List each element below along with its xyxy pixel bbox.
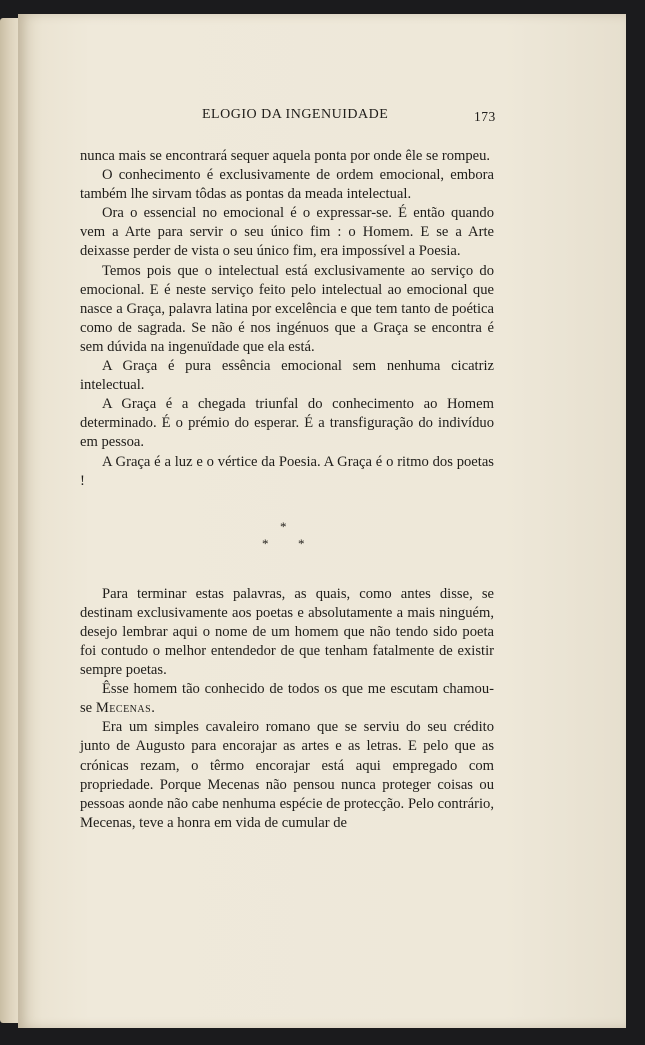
paragraph: A Graça é pura essência emocional sem nenhuma cicatriz intelectual. [80,358,494,394]
paragraph: Ora o essencial no emocional é o expressar-se. É então quando vem a Arte para servir o seu único fim : o Homem. E se a Arte deixasse perder de vista o seu único fim, era impossível a Poesia. [80,205,494,260]
paragraph: Era um simples cavaleiro romano que se serviu do seu crédito junto de Augusto para encorajar as artes e as letras. E pelo que as crónicas rezam, o têrmo encorajar está aqui empregado com propriedade. Porque Mecenas não pensou nunca proteger coisas ou pessoas aonde não cabe nenhuma espécie de protecção. Pelo contrário, Mecenas, teve a honra em vida de cumular de [80,719,494,831]
asterisk: * [280,518,287,534]
book-page [18,14,626,1028]
page-header [18,107,626,131]
paragraph [80,680,494,718]
period: . [151,700,155,717]
paragraph-text: Êsse homem tão conhecido de todos os que me escutam chamou-se [80,681,494,717]
paragraph: Para terminar estas palavras, as quais, como antes disse, se destinam exclusivamente aos poetas e absolutamente a mais ninguém, desejo lembrar aqui o nome de um homem que não tendo sido poeta foi contudo o melhor entendedor de que tenham fatalmente de existir sempre poetas. [80,585,494,679]
asterisk: * [298,535,305,551]
paragraph: Temos pois que o intelectual está exclusivamente ao serviço do emocional. E é neste serviço feito pelo intelectual ao emocional que nasce a Graça, palavra latina por excelência e que tem tanto de poética como de sagrada. Se não é nos ingénuos que a Graça se encontra é sem dúvida na ingenuïdade que ela está. [80,262,494,355]
paragraph: O conhecimento é exclusivamente de ordem emocional, embora também lhe sirvam tôdas as pontas da meada intelectual. [80,167,494,203]
body-text [80,147,494,833]
running-head: ELOGIO DA INGENUIDADE [202,107,389,122]
page-number: 173 [474,109,496,124]
mecenas-name: Mecenas [95,700,152,717]
paragraph: A Graça é a luz e o vértice da Poesia. A Graça é o ritmo dos poetas ! [80,453,494,489]
paragraph: A Graça é a chegada triunfal do conhecimento ao Homem determinado. É o prémio do esperar. É a transfiguração do indivíduo em pessoa. [80,396,494,451]
asterisk: * [262,535,269,551]
section-break-asterism [80,511,494,571]
paragraph: nunca mais se encontrará sequer aquela ponta por onde êle se rompeu. [80,148,491,164]
